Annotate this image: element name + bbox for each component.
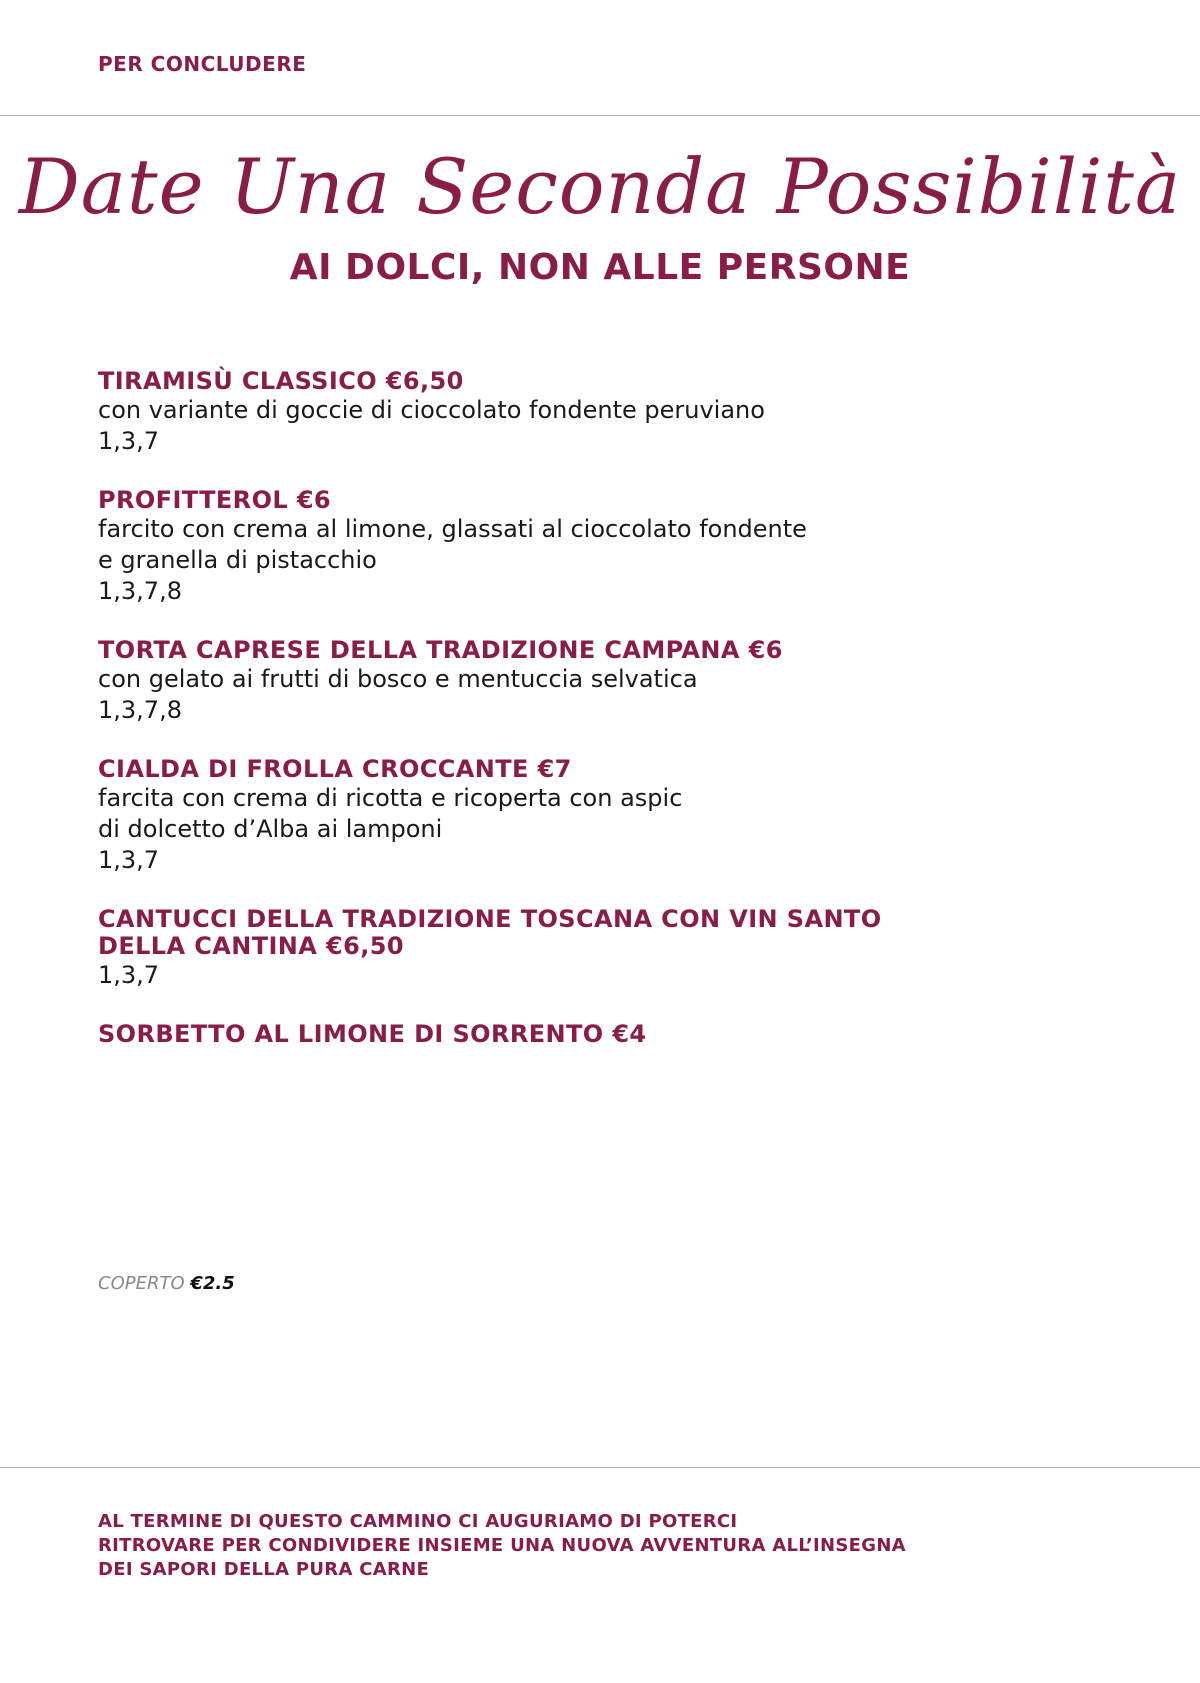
bottom-divider [0,1467,1200,1468]
menu-item-title: TIRAMISÙ CLASSICO €6,50 [98,367,464,395]
menu-item-description: farcita con crema di ricotta e ricoperta con aspic [98,784,683,812]
closing-message [98,1510,998,1582]
menu-item-description: con variante di goccie di cioccolato fondente peruviano [98,396,765,424]
cover-charge [98,1273,235,1294]
menu-item-cialda [98,756,1058,876]
menu-item-sorbetto [98,1021,1058,1048]
menu-item-allergens: 1,3,7 [98,961,160,989]
top-divider [0,115,1200,116]
menu-item-cantucci [98,906,1058,991]
menu-item-title: SORBETTO AL LIMONE DI SORRENTO €4 [98,1020,647,1048]
menu-item-description: farcito con crema al limone, glassati al cioccolato fondente [98,515,807,543]
menu-item-tiramisu [98,368,1058,457]
menu-item-title: DELLA CANTINA €6,50 [98,932,404,960]
dessert-menu [98,368,1058,1078]
menu-item-title: CANTUCCI DELLA TRADIZIONE TOSCANA CON VIN SANTO [98,905,882,933]
menu-item-allergens: 1,3,7,8 [98,577,182,605]
menu-item-title: PROFITTEROL €6 [98,486,332,514]
menu-item-allergens: 1,3,7 [98,846,160,874]
menu-item-description: con gelato ai frutti di bosco e mentuccia selvatica [98,665,698,693]
closing-message-line: RITROVARE PER CONDIVIDERE INSIEME UNA NUOVA AVVENTURA ALL’INSEGNA [98,1535,906,1556]
menu-item-allergens: 1,3,7,8 [98,696,182,724]
cover-charge-label: COPERTO [98,1273,185,1294]
menu-item-title: CIALDA DI FROLLA CROCCANTE €7 [98,755,572,783]
page-subtitle: AI DOLCI, NON ALLE PERSONE [289,247,911,288]
menu-item-torta-caprese [98,637,1058,726]
closing-message-line: AL TERMINE DI QUESTO CAMMINO CI AUGURIAMO DI POTERCI [98,1511,738,1532]
menu-item-description: e granella di pistacchio [98,546,377,574]
cover-charge-price: €2.5 [190,1273,235,1294]
closing-message-line: DEI SAPORI DELLA PURA CARNE [98,1559,430,1580]
script-title: Date Una Seconda Possibilità [18,142,1182,231]
menu-item-profitterol [98,487,1058,607]
section-label: PER CONCLUDERE [98,52,307,76]
menu-item-title: TORTA CAPRESE DELLA TRADIZIONE CAMPANA €6 [98,636,783,664]
menu-item-description: di dolcetto d’Alba ai lamponi [98,815,443,843]
menu-item-allergens: 1,3,7 [98,427,160,455]
